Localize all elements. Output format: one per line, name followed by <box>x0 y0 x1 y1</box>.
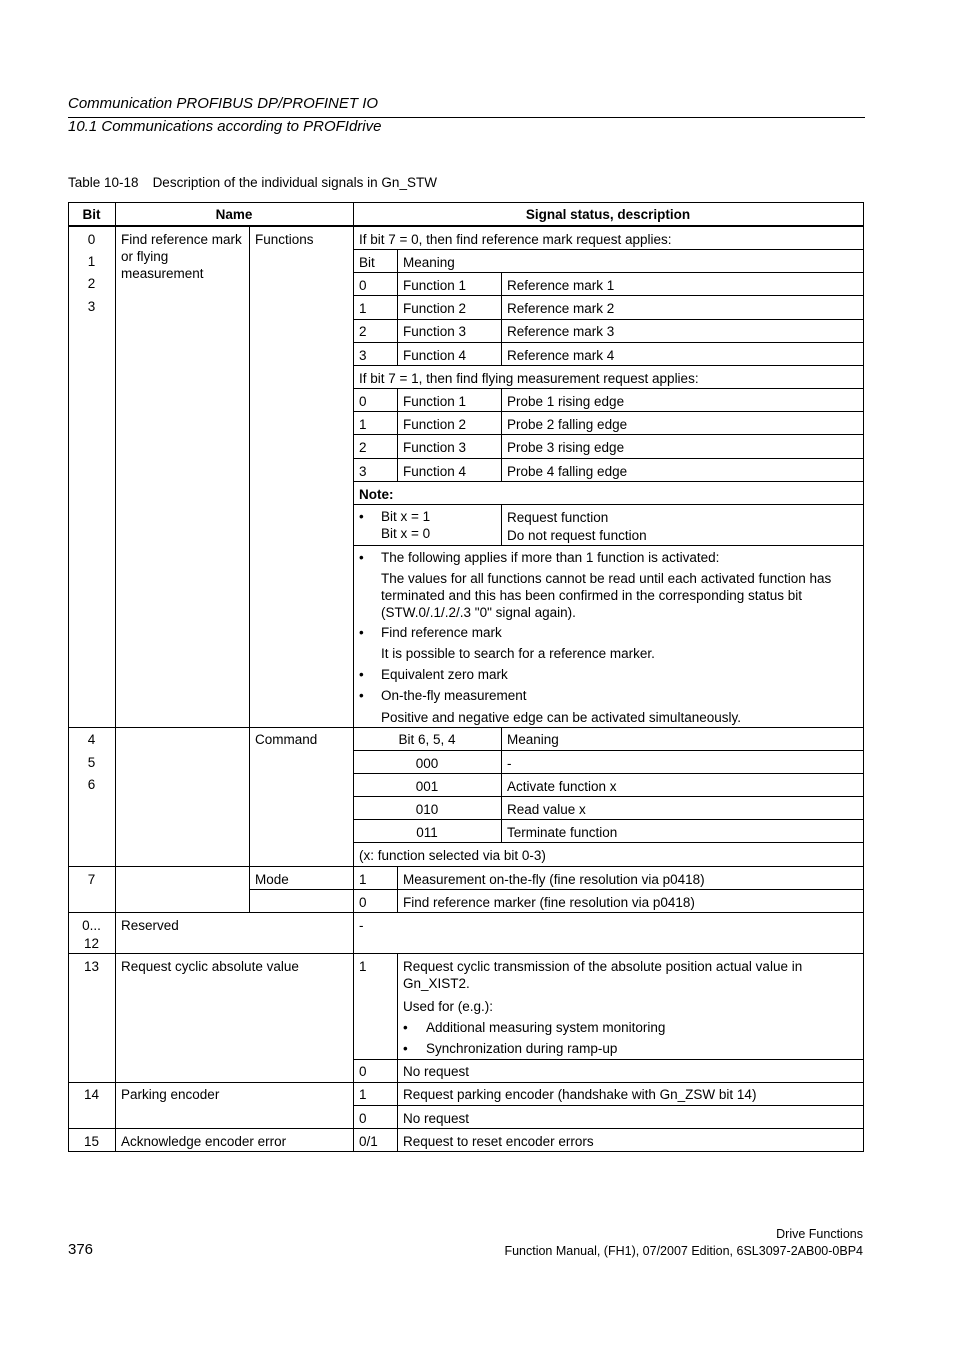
bullet-multi-function: The following applies if more than 1 function is activated: <box>381 550 720 565</box>
note-bullet-icon: • <box>359 509 364 524</box>
bullet-on-the-fly-text: Positive and negative edge can be activated simultaneously. <box>381 710 741 725</box>
parking-value: 0 <box>359 1111 367 1126</box>
bit-4: 4 <box>87 732 96 747</box>
bullet-zero-mark: Equivalent zero mark <box>381 667 508 682</box>
sub-name-command: Command <box>255 732 318 747</box>
command-code: 010 <box>415 802 439 817</box>
signal-name-reserved: Reserved <box>121 918 179 933</box>
bullet-icon: • <box>359 625 364 640</box>
bit-14: 14 <box>83 1087 100 1102</box>
bit-range-start: 0... <box>82 918 101 933</box>
bullet-find-reference: Find reference mark <box>381 625 502 640</box>
page-number: 376 <box>68 1241 94 1258</box>
ref-function: Function 1 <box>403 278 467 293</box>
command-meaning: Read value x <box>507 802 586 817</box>
cyclic-use-2: Synchronization during ramp-up <box>426 1041 618 1056</box>
cyclic-description-1: Request cyclic transmission of the absolute position actual value in Gn_XIST2. <box>403 959 803 991</box>
fly-bit: 3 <box>359 464 367 479</box>
fly-function: Function 4 <box>403 464 467 479</box>
bit-1: 1 <box>87 254 96 269</box>
ref-function: Function 4 <box>403 348 467 363</box>
cyclic-value-1: 1 <box>359 959 367 974</box>
mode-description: Find reference marker (fine resolution via p0418) <box>403 895 695 910</box>
ref-bit: 0 <box>359 278 367 293</box>
fly-bit: 2 <box>359 440 367 455</box>
bit-6: 6 <box>87 777 96 792</box>
command-code: 011 <box>416 825 438 840</box>
bit-13: 13 <box>83 959 100 974</box>
bullet-icon: • <box>359 667 364 682</box>
table-number: Table 10-18 <box>68 175 139 190</box>
fly-function: Function 2 <box>403 417 467 432</box>
fly-bit: 0 <box>359 394 367 409</box>
bit-0: 0 <box>87 232 96 247</box>
table-title: Description of the individual signals in Gn_STW <box>152 175 437 190</box>
ref-meaning: Reference mark 2 <box>507 301 615 316</box>
command-meaning: Terminate function <box>507 825 618 840</box>
signal-name-cyclic-absolute: Request cyclic absolute value <box>121 959 299 974</box>
chapter-title: Communication PROFIBUS DP/PROFINET IO <box>68 95 379 112</box>
cyclic-value-0: 0 <box>359 1064 367 1079</box>
bullet-on-the-fly: On-the-fly measurement <box>381 688 527 703</box>
command-meaning: - <box>507 756 512 771</box>
bit-15: 15 <box>83 1134 100 1149</box>
bullet-icon: • <box>359 688 364 703</box>
ref-function: Function 3 <box>403 324 467 339</box>
ref-bit: 1 <box>359 301 367 316</box>
bullet-icon: • <box>403 1020 408 1035</box>
command-meaning-header: Meaning <box>507 732 559 747</box>
command-code: 000 <box>415 756 439 771</box>
cyclic-use-1: Additional measuring system monitoring <box>426 1020 666 1035</box>
fly-intro: If bit 7 = 1, then find flying measurement request applies: <box>359 371 699 386</box>
bullet-icon: • <box>403 1041 408 1056</box>
bit-7: 7 <box>87 872 96 887</box>
fly-function: Function 3 <box>403 440 467 455</box>
col-header-bit: Bit <box>82 207 101 222</box>
sub-col-bit: Bit <box>359 255 375 270</box>
note-bit0: Bit x = 0 <box>381 526 431 541</box>
mode-value: 1 <box>359 872 367 887</box>
mode-description: Measurement on-the-fly (fine resolution via p0418) <box>403 872 705 887</box>
bit-3: 3 <box>87 299 96 314</box>
ref-bit: 2 <box>359 324 367 339</box>
table-caption <box>68 175 437 190</box>
bullet-icon: • <box>359 550 364 565</box>
mode-value: 0 <box>359 895 367 910</box>
parking-value: 1 <box>359 1087 367 1102</box>
note-request: Request function <box>507 510 609 525</box>
ref-meaning: Reference mark 3 <box>507 324 615 339</box>
sub-name-functions: Functions <box>255 232 314 247</box>
note-label: Note: <box>359 487 394 502</box>
note-bit1: Bit x = 1 <box>381 509 431 524</box>
command-note: (x: function selected via bit 0-3) <box>359 848 546 863</box>
fly-meaning: Probe 3 rising edge <box>507 440 625 455</box>
signal-name-acknowledge: Acknowledge encoder error <box>121 1134 287 1149</box>
command-meaning: Activate function x <box>507 779 617 794</box>
bullet-find-reference-text: It is possible to search for a reference marker. <box>381 646 655 661</box>
ref-bit: 3 <box>359 348 367 363</box>
ref-meaning: Reference mark 4 <box>507 348 615 363</box>
bit-range-end: 12 <box>83 936 100 951</box>
ref-intro: If bit 7 = 0, then find reference mark request applies: <box>359 232 672 247</box>
col-header-name: Name <box>215 207 253 222</box>
acknowledge-value: 0/1 <box>359 1134 378 1149</box>
reserved-description: - <box>359 918 364 933</box>
signal-name-find-reference: Find reference mark or flying measurement <box>121 232 242 281</box>
footer-manual: Function Manual, (FH1), 07/2007 Edition, 6SL3097-2AB00-0BP4 <box>504 1244 863 1258</box>
note-no-request: Do not request function <box>507 528 647 543</box>
ref-meaning: Reference mark 1 <box>507 278 615 293</box>
parking-description: No request <box>403 1111 470 1126</box>
command-code: 001 <box>415 779 439 794</box>
ref-function: Function 2 <box>403 301 467 316</box>
command-bits-header: Bit 6, 5, 4 <box>398 732 456 747</box>
col-header-signal: Signal status, description <box>525 207 691 222</box>
cyclic-used-for: Used for (e.g.): <box>403 999 494 1014</box>
fly-function: Function 1 <box>403 394 467 409</box>
fly-meaning: Probe 1 rising edge <box>507 394 625 409</box>
parking-description: Request parking encoder (handshake with Gn_ZSW bit 14) <box>403 1087 757 1102</box>
fly-meaning: Probe 4 falling edge <box>507 464 628 479</box>
section-title: 10.1 Communications according to PROFIdrive <box>68 118 382 135</box>
cyclic-description-0: No request <box>403 1064 470 1079</box>
sub-col-meaning: Meaning <box>403 255 455 270</box>
fly-bit: 1 <box>359 417 367 432</box>
sub-name-mode: Mode <box>255 872 289 887</box>
signal-name-parking: Parking encoder <box>121 1087 220 1102</box>
bit-2: 2 <box>87 276 96 291</box>
bit-5: 5 <box>87 755 96 770</box>
footer-title: Drive Functions <box>776 1227 863 1241</box>
bullet-multi-function-text: The values for all functions cannot be read until each activated function has terminated and this has been confirmed in the corresponding status bit (STW.0/.1/.2/.3 "0" signal again). <box>381 571 832 620</box>
acknowledge-description: Request to reset encoder errors <box>403 1134 594 1149</box>
fly-meaning: Probe 2 falling edge <box>507 417 628 432</box>
